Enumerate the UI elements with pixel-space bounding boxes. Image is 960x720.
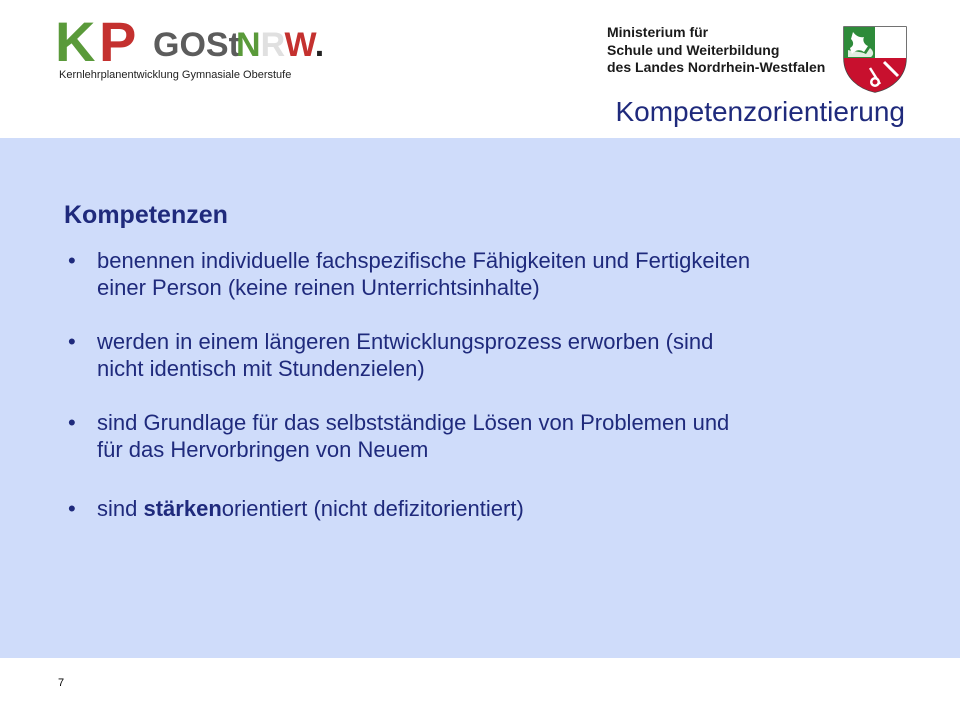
logo-nrw-r: R — [260, 26, 285, 64]
logo-letter-p: P — [99, 10, 137, 73]
nrw-coat-of-arms-icon — [840, 24, 910, 94]
bullet-text-line — [97, 495, 908, 522]
logo-nrw-w: W — [284, 26, 315, 64]
content-panel — [0, 138, 960, 658]
logo-gost: GOSt — [153, 26, 240, 64]
bullet-marker: • — [68, 248, 76, 273]
logo-nrw-n: N — [236, 26, 261, 64]
bullet-item — [68, 247, 908, 301]
bullet-text-line: werden in einem längeren Entwicklungsprozess erworben (sind — [97, 329, 714, 354]
bullet-text-emphasis: stärken — [143, 496, 222, 521]
section-heading: Kompetenzen — [64, 201, 228, 229]
logo-nrw — [236, 28, 324, 62]
bullet-text-line: einer Person (keine reinen Unterrichtsinhalte) — [97, 275, 540, 300]
bullet-text-suffix: orientiert (nicht defizitorientiert) — [221, 496, 524, 521]
bullet-item — [68, 328, 908, 382]
logo-letter-k: K — [55, 10, 92, 73]
bullet-text-line: sind Grundlage für das selbstständige Lösen von Problemen und — [97, 410, 730, 435]
bullet-list — [68, 247, 908, 522]
bullet-text-prefix: sind — [97, 496, 144, 521]
bullet-marker: • — [68, 410, 76, 435]
ministry-line: Schule und Weiterbildung — [607, 41, 780, 58]
logo-tagline: Kernlehrplanentwicklung Gymnasiale Oberstufe — [59, 69, 292, 81]
bullet-item — [68, 409, 908, 463]
bullet-text-line: nicht identisch mit Stundenzielen) — [97, 356, 425, 381]
bullet-text-line: für das Hervorbringen von Neuem — [97, 437, 429, 462]
ministry-line: Ministerium für — [607, 24, 709, 40]
ministry-name — [607, 24, 825, 77]
bullet-marker: • — [68, 496, 76, 521]
kp-gost-nrw-logo — [55, 10, 325, 86]
ministry-line: des Landes Nordrhein-Westfalen — [607, 59, 826, 75]
slide-title: Kompetenzorientierung — [615, 96, 905, 127]
bullet-marker: • — [68, 329, 76, 354]
logo-nrw-dot: . — [314, 26, 325, 64]
page-number: 7 — [58, 677, 65, 689]
bullet-text-line: benennen individuelle fachspezifische Fähigkeiten und Fertigkeiten — [97, 248, 751, 273]
bullet-item — [68, 495, 908, 522]
